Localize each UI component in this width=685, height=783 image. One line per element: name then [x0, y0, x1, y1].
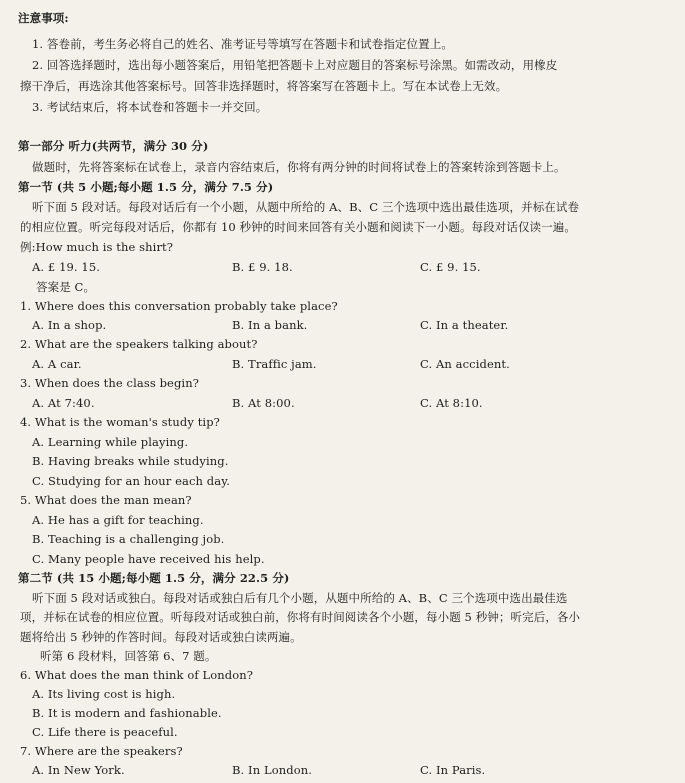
- section1-title: 第一节 (共 5 小题;每小题 1.5 分，满分 7.5 分): [18, 180, 274, 194]
- question-6: 6. What does the man think of London?: [20, 668, 254, 682]
- option-b: B. £ 9. 18.: [232, 260, 293, 274]
- question-2: 2. What are the speakers talking about?: [20, 337, 258, 351]
- question-4: 4. What is the woman's study tip?: [20, 415, 220, 429]
- section2-instruction: 题将给出 5 秒钟的作答时间。每段对话或独白读两遍。: [20, 630, 302, 644]
- option-b: B. Having breaks while studying.: [32, 454, 229, 468]
- option-c: C. An accident.: [420, 357, 510, 371]
- option-a: A. A car.: [32, 357, 82, 371]
- notice-title: 注意事项:: [18, 11, 69, 25]
- option-b: B. In a bank.: [232, 318, 308, 332]
- notice-item: 1. 答卷前，考生务必将自己的姓名、准考证号等填写在答题卡和试卷指定位置上。: [32, 37, 453, 51]
- question-7: 7. Where are the speakers?: [20, 744, 183, 758]
- option-c: C. At 8:10.: [420, 396, 483, 410]
- notice-item: 2. 回答选择题时，选出每小题答案后，用铅笔把答题卡上对应题目的答案标号涂黑。如需改动，用橡皮: [32, 58, 558, 72]
- section2-instruction: 听下面 5 段对话或独白。每段对话或独白后有几个小题，从题中所给的 A、B、C 三个选项中选出最佳选: [32, 591, 568, 605]
- option-c: C. In a theater.: [420, 318, 509, 332]
- option-a: A. At 7:40.: [32, 396, 95, 410]
- notice-item: 3. 考试结束后，将本试卷和答题卡一并交回。: [32, 100, 268, 114]
- part1-title: 第一部分 听力(共两节，满分 30 分): [18, 139, 209, 153]
- section1-instruction: 的相应位置。听完每段对话后，你都有 10 秒钟的时间来回答有关小题和阅读下一小题。每段对话仅读一遍。: [20, 220, 576, 234]
- notice-item: 擦干净后，再选涂其他答案标号。回答非选择题时，将答案写在答题卡上。写在本试卷上无效。: [20, 79, 508, 93]
- question-1: 1. Where does this conversation probably take place?: [20, 299, 338, 313]
- option-b: B. Teaching is a challenging job.: [32, 532, 225, 546]
- section2-instruction: 项，并标在试卷的相应位置。听每段对话或独白前，你将有时间阅读各个小题，每小题 5 秒钟；听完后，各小: [20, 610, 581, 624]
- part1-intro: 做题时，先将答案标在试卷上，录音内容结束后，你将有两分钟的时间将试卷上的答案转涂到答题卡上。: [32, 160, 566, 174]
- option-c: C. £ 9. 15.: [420, 260, 481, 274]
- option-a: A. Learning while playing.: [32, 435, 189, 449]
- option-c: C. In Paris.: [420, 763, 486, 777]
- option-b: B. Traffic jam.: [232, 357, 317, 371]
- option-c: C. Life there is peaceful.: [32, 725, 178, 739]
- section2-title: 第二节 (共 15 小题;每小题 1.5 分，满分 22.5 分): [18, 571, 290, 585]
- option-a: A. In New York.: [32, 763, 125, 777]
- option-b: B. It is modern and fashionable.: [32, 706, 222, 720]
- section2-material: 听第 6 段材料，回答第 6、7 题。: [40, 649, 217, 663]
- question-3: 3. When does the class begin?: [20, 376, 199, 390]
- question-5: 5. What does the man mean?: [20, 493, 192, 507]
- example-answer: 答案是 C。: [36, 280, 96, 294]
- option-a: A. He has a gift for teaching.: [32, 513, 204, 527]
- option-a: A. In a shop.: [32, 318, 107, 332]
- option-b: B. In London.: [232, 763, 312, 777]
- option-c: C. Many people have received his help.: [32, 552, 265, 566]
- option-a: A. Its living cost is high.: [32, 687, 176, 701]
- example-question: 例:How much is the shirt?: [20, 240, 174, 254]
- option-b: B. At 8:00.: [232, 396, 295, 410]
- option-a: A. £ 19. 15.: [32, 260, 101, 274]
- section1-instruction: 听下面 5 段对话。每段对话后有一个小题，从题中所给的 A、B、C 三个选项中选出最佳选项，并标在试卷: [32, 200, 580, 214]
- option-c: C. Studying for an hour each day.: [32, 474, 231, 488]
